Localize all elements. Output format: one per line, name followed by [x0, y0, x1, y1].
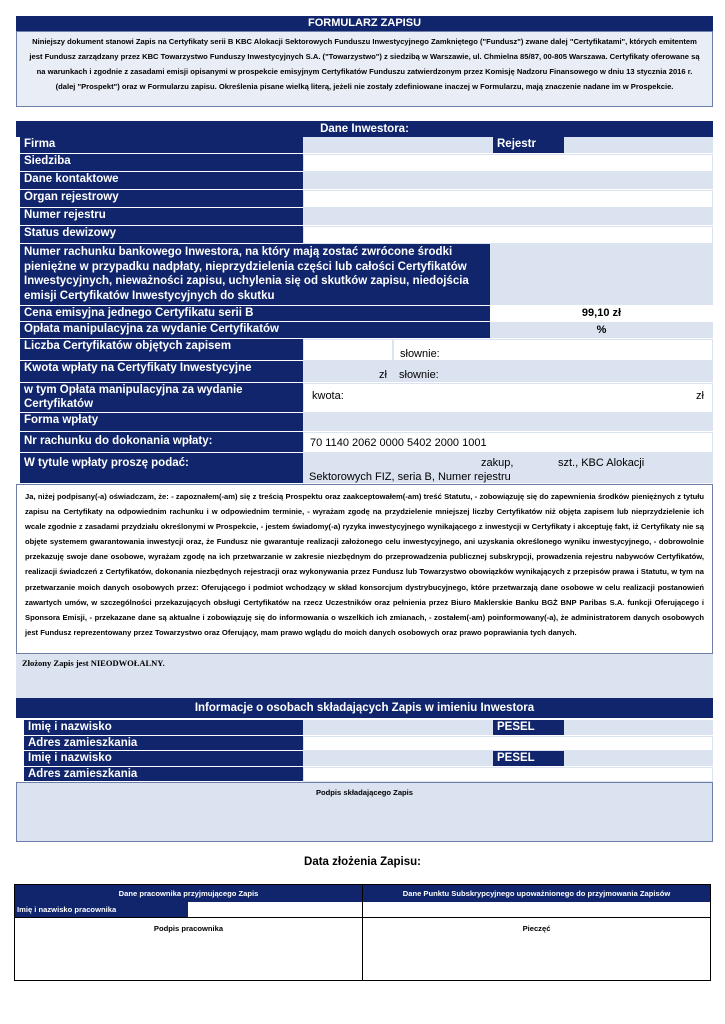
- fee-value: %: [490, 322, 713, 339]
- currency-status-label: Status dewizowy: [20, 226, 303, 244]
- employee-name-field[interactable]: [188, 902, 362, 918]
- siedziba-label: Siedziba: [20, 154, 303, 172]
- count-field[interactable]: [303, 339, 393, 361]
- payment-form-label: Forma wpłaty: [20, 413, 303, 432]
- contact-label: Dane kontaktowe: [20, 172, 303, 190]
- payment-form-field[interactable]: [303, 413, 713, 432]
- person2-name-field[interactable]: [303, 751, 493, 767]
- submission-date-label: Data złożenia Zapisu:: [304, 856, 421, 868]
- transfer-title-label: W tytule wpłaty proszę podać:: [20, 453, 303, 484]
- row-line: [15, 917, 362, 918]
- irrevocable-note: Złożony Zapis jest NIEODWOŁALNY.: [16, 654, 713, 698]
- persons-section-title: Informacje o osobach składających Zapis w imieniu Inwestora: [16, 698, 713, 718]
- fee-label: Opłata manipulacyjna za wydanie Certyfikatów: [20, 322, 490, 339]
- price-label: Cena emisyjna jednego Certyfikatu serii B: [20, 306, 490, 322]
- employee-name-label: Imię i nazwisko pracownika: [15, 902, 188, 918]
- price-value: 99,10 zł: [490, 306, 713, 322]
- person1-pesel-field[interactable]: [564, 720, 713, 736]
- person2-pesel-field[interactable]: [564, 751, 713, 767]
- person1-name-field[interactable]: [303, 720, 493, 736]
- rejestr-field[interactable]: [564, 137, 713, 154]
- currency-status-field[interactable]: [303, 226, 713, 244]
- firma-label: Firma: [20, 137, 303, 154]
- person1-address-field[interactable]: [303, 736, 713, 751]
- row-line-right: [363, 917, 710, 918]
- person1-pesel-label: PESEL: [493, 720, 564, 736]
- firma-field[interactable]: [303, 137, 493, 154]
- employee-signature-label: Podpis pracownika: [153, 924, 224, 933]
- count-in-words[interactable]: słownie:: [393, 339, 713, 361]
- registry-number-field[interactable]: [303, 208, 713, 226]
- return-account-label: Numer rachunku bankowego Inwestora, na który mają zostać zwrócone środki pieniężne w przypadku nadpłaty, nieprzydzielenia części lub całości Certyfikatów Inwestycyjnych, nieważności zapisu, uchylenia się od skutków zapisu, niedojścia emisji Certyfikatów Inwestycyjnych do skutku: [20, 244, 490, 306]
- person2-address-label: Adres zamieszkania: [24, 767, 303, 782]
- fee-included-label: w tym Opłata manipulacyjna za wydanie Certyfikatów: [20, 383, 303, 413]
- person2-name-label: Imię i nazwisko: [24, 751, 303, 767]
- subscription-point-header: Dane Punktu Subskrypcyjnego upoważnionego do przyjmowania Zapisów: [363, 885, 710, 902]
- fee-amount-label: kwota:: [312, 390, 344, 402]
- fee-amount-currency: zł: [696, 390, 704, 402]
- registry-number-label: Numer rejestru: [20, 208, 303, 226]
- siedziba-field[interactable]: [303, 154, 713, 172]
- signature-label: Podpis składającego Zapis: [315, 788, 414, 797]
- form-title: FORMULARZ ZAPISU: [16, 16, 713, 31]
- amount-field[interactable]: [303, 361, 393, 383]
- amount-currency: zł: [379, 369, 387, 381]
- person2-address-field[interactable]: [303, 767, 713, 782]
- person1-address-label: Adres zamieszkania: [24, 736, 303, 751]
- person2-pesel-label: PESEL: [493, 751, 564, 767]
- fee-included-field[interactable]: [303, 383, 713, 413]
- registry-organ-label: Organ rejestrowy: [20, 190, 303, 208]
- registry-organ-field[interactable]: [303, 190, 713, 208]
- investor-section-title: Dane Inwestora:: [16, 121, 713, 137]
- payment-account-label: Nr rachunku do dokonania wpłaty:: [20, 432, 303, 453]
- transfer-title-field[interactable]: [303, 453, 713, 484]
- form-intro: Niniejszy dokument stanowi Zapis na Certyfikaty serii B KBC Alokacji Sektorowych Funduszu Inwestycyjnego Zamkniętego ("Fundusz") zwane dalej "Certyfikatami", których emitentem jest Fundusz zarządzany przez KBC Towarzystwo Funduszy Inwestycyjnych S.A. ("Towarzystwo") z siedzibą w Warszawie, ul. Chmielna 85/87, 00-805 Warszawa. Certyfikaty oferowane są na warunkach i zgodnie z zasadami emisji opisanymi w prospekcie emisyjnym Certyfikatów Funduszu zatwierdzonym przez Komisję Nadzoru Finansowego w dniu 13 stycznia 2016 r. (dalej "Prospekt") oraz w Formularzu zapisu. Określenia pisane wielką literą, jeżeli nie zostały zdefiniowane inaczej w Formularzu, mają znaczenie nadane im w Prospekcie.: [16, 31, 713, 107]
- person1-name-label: Imię i nazwisko: [24, 720, 303, 736]
- transfer-title-part1: zakup,: [481, 457, 514, 469]
- return-account-field[interactable]: [490, 244, 713, 306]
- count-label: Liczba Certyfikatów objętych zapisem: [20, 339, 303, 361]
- rejestr-label: Rejestr: [493, 137, 564, 154]
- transfer-title-part3: Sektorowych FIZ, seria B, Numer rejestru: [309, 471, 511, 483]
- signature-box[interactable]: [16, 782, 713, 842]
- contact-field[interactable]: [303, 172, 713, 190]
- amount-in-words[interactable]: słownie:: [393, 361, 713, 383]
- employee-header: Dane pracownika przyjmującego Zapis: [15, 885, 362, 902]
- amount-label: Kwota wpłaty na Certyfikaty Inwestycyjne: [20, 361, 303, 383]
- payment-account-value: 70 1140 2062 0000 5402 2000 1001: [303, 432, 713, 453]
- transfer-title-part2: szt., KBC Alokacji: [558, 457, 645, 469]
- stamp-label: Pieczęć: [522, 924, 551, 933]
- declaration-text: Ja, niżej podpisany(-a) oświadczam, że: - zapoznałem(-am) się z treścią Prospektu oraz zaakceptowałem(-am) treść Statutu, - zobowiązuję się do zapewnienia środków pieniężnych z tytułu zapisu na Certyfikaty na odpowiednim rachunku i w odpowiednim terminie, - wyrażam zgodę na przydzielenie mniejszej liczby Certyfikatów niż objęta zapisem lub nieprzydzielenie ich wcale zgodnie z zasadami przydziału określonymi w Prospekcie, - jestem świadomy(-a) ryzyka inwestycyjnego wynikającego z inwestycji w Certyfikaty i akceptuję fakt, iż Certyfikaty nie są objęte systemem gwarantowania inwestycji oraz, że Fundusz nie gwarantuje realizacji założonego celu inwestycyjnego, ani uzyskania określonego wyniku inwestycyjnego, - dobrowolnie przekazuję swoje dane osobowe, wyrażam zgodę na ich przetwarzanie w zakresie niezbędnym do przeprowadzenia publicznej subskrypcji, prowadzenia rejestru nabywców Certyfikatów, realizacji świadczeń z Certyfikatów, dokonania niezbędnych rejestracji oraz wykonywania przez Fundusz lub Towarzystwo obowiązków wynikających z przepisów prawa i Statutu, w tym na przetwarzanie moich danych osobowych przez: Oferującego i podmiot wchodzący w skład konsorcjum dystrybucyjnego, które przetwarzają dane osobowe w celu realizacji postanowień zawartych umów, w szczególności przekazujących obsługi Certyfikatów na rzecz Uczestników oraz pełnienia przez Biuro Maklerskie Banku BGŻ BNP Paribas S.A. funkcji Oferującego i Sponsora Emisji, - przekazane dane są aktualne i zobowiązuję się do informowania o wszelkich ich zmianach, - zostałem(-am) poinformowany(-a), że administratorem danych osobowych jest Fundusz reprezentowany przez Towarzystwo oraz Oferujący, mam prawo wglądu do moich danych osobowych oraz prawo poprawiania tych danych.: [16, 484, 713, 654]
